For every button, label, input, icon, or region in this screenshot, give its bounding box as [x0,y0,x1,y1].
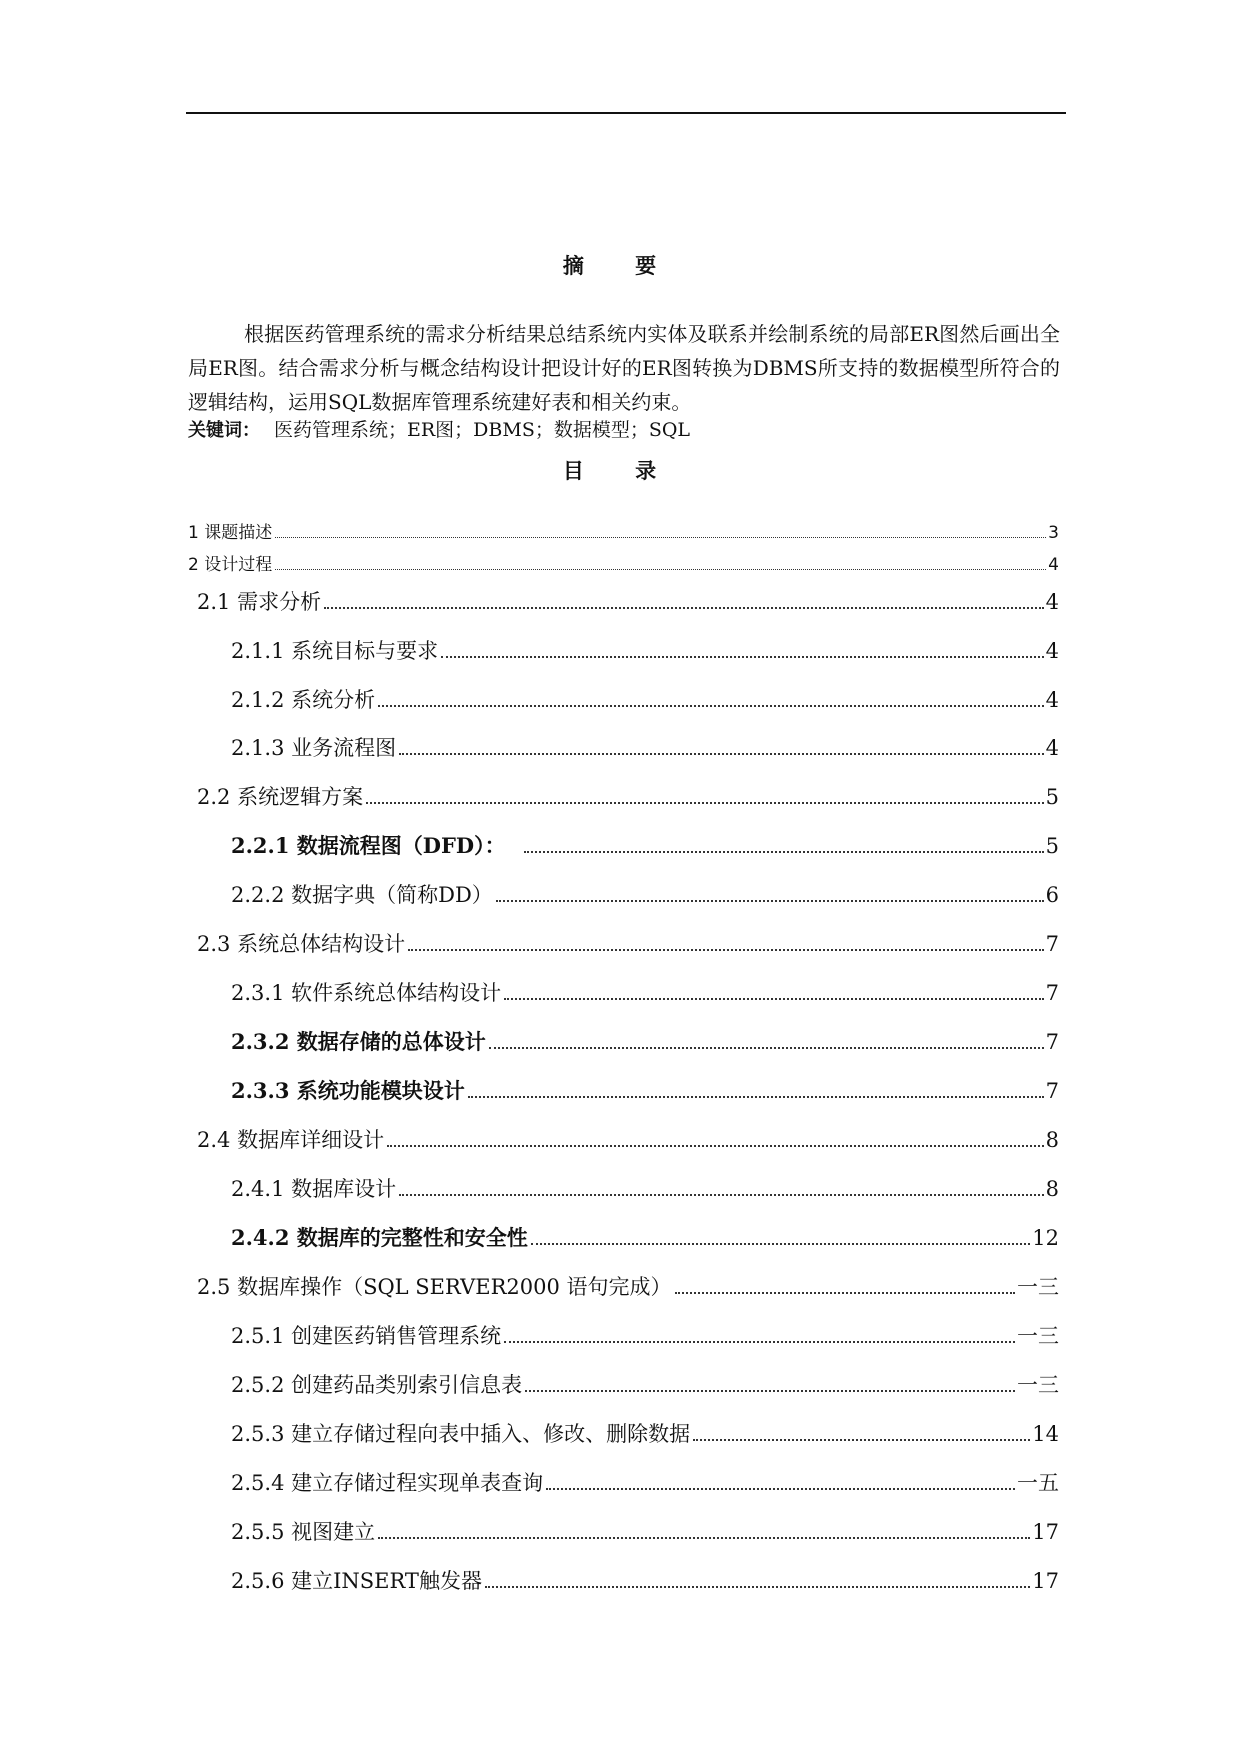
toc-entry[interactable] [231,1075,1059,1105]
toc-leader-dots [675,1292,1016,1294]
toc-leader-dots [693,1439,1030,1441]
toc-leader-dots [525,1390,1015,1392]
toc-leader-dots [275,569,1046,570]
toc-entry-label: 2.3.2 数据存储的总体设计 [231,1029,486,1054]
toc-entry-label: 2.2.2 数据字典（简称DD） [231,883,493,907]
toc-entry-page: 4 [1045,639,1059,663]
toc-entry-label: 2.2 系统逻辑方案 [197,785,364,809]
toc-entry-label: 2.4 数据库详细设计 [197,1128,385,1152]
toc-leader-dots [275,537,1046,538]
toc-entry[interactable] [231,1516,1059,1546]
toc-entry[interactable] [231,830,1059,860]
toc-leader-dots [496,900,1044,902]
toc-leader-dots [546,1488,1015,1490]
toc-entry[interactable] [188,518,1059,543]
abstract-body: 根据医药管理系统的需求分析结果总结系统内实体及联系并绘制系统的局部ER图然后画出全局ER图。结合需求分析与概念结构设计把设计好的ER图转换为DBMS所支持的数据模型所符合的逻辑结构，运用SQL数据库管理系统建好表和相关约束。 [188,322,1060,414]
toc-entry-label: 1 课题描述 [188,523,273,543]
toc-entry[interactable] [197,1271,1059,1301]
toc-entry-label: 2.1.2 系统分析 [231,688,376,712]
toc-entry[interactable] [231,1320,1059,1350]
toc-entry-page: 5 [1045,834,1059,858]
toc-leader-dots [524,851,1044,853]
toc-entry-page: 3 [1048,523,1059,543]
toc-entry-label: 2.5.6 建立INSERT触发器 [231,1569,482,1593]
toc-entry-label: 2.1.1 系统目标与要求 [231,639,439,663]
toc-entry-page: 7 [1045,932,1059,956]
toc-entry[interactable] [231,1467,1059,1497]
toc-leader-dots [408,949,1044,951]
toc-title: 目 录 [562,458,679,483]
abstract-title: 摘 要 [562,253,679,278]
toc-entry-page: 一三 [1017,1324,1059,1348]
toc-leader-dots [441,656,1044,658]
toc-leader-dots [504,998,1044,1000]
toc-entry-label: 2.5.4 建立存储过程实现单表查询 [231,1471,544,1495]
toc-entry-label: 2.5 数据库操作（SQL SERVER2000 语句完成） [197,1275,672,1299]
toc-entry[interactable] [231,977,1059,1007]
toc-entry[interactable] [231,1173,1059,1203]
toc-entry-page: 4 [1045,688,1059,712]
toc-entry-page: 4 [1048,555,1059,575]
toc-entry[interactable] [231,635,1059,665]
toc-entry[interactable] [231,1026,1059,1056]
toc-leader-dots [387,1145,1044,1147]
toc-entry-label: 2.4.1 数据库设计 [231,1177,397,1201]
toc-leader-dots [468,1096,1044,1098]
toc-entry[interactable] [231,684,1059,714]
toc-entry-page: 一五 [1017,1471,1059,1495]
toc-leader-dots [399,1194,1044,1196]
toc-leader-dots [366,802,1044,804]
toc-entry-label: 2.5.1 创建医药销售管理系统 [231,1324,502,1348]
toc-entry-page: 17 [1032,1520,1059,1544]
toc-leader-dots [399,753,1044,755]
toc-entry-label: 2.5.5 视图建立 [231,1520,376,1544]
toc-entry-page: 4 [1045,590,1059,614]
keywords-list: 医药管理系统；ER图；DBMS；数据模型；SQL [274,419,691,441]
keywords-line [188,415,690,446]
toc-entry[interactable] [197,1124,1059,1154]
toc-entry-page: 8 [1045,1177,1059,1201]
toc-entry-label: 2.5.3 建立存储过程向表中插入、修改、删除数据 [231,1422,691,1446]
toc-leader-dots [531,1243,1030,1245]
toc-entry-label: 2.2.1 数据流程图（DFD）： [231,833,506,858]
toc-entry-page: 8 [1045,1128,1059,1152]
toc-entry-page: 6 [1045,883,1059,907]
toc-entry-page: 一三 [1017,1373,1059,1397]
toc-entry-label: 2.5.2 创建药品类别索引信息表 [231,1373,523,1397]
toc-entry-label: 2 设计过程 [188,555,273,575]
toc-entry-page: 4 [1045,736,1059,760]
toc-entry-page: 7 [1045,1079,1059,1103]
toc-entry-label: 2.1.3 业务流程图 [231,736,397,760]
toc-entry[interactable] [231,732,1059,762]
toc-entry-label: 2.4.2 数据库的完整性和安全性 [231,1225,528,1250]
toc-entry[interactable] [231,879,1059,909]
toc-leader-dots [485,1586,1030,1588]
toc-entry-page: 5 [1045,785,1059,809]
toc-entry[interactable] [231,1369,1059,1399]
toc-entry-page: 12 [1032,1226,1059,1250]
toc-entry-page: 14 [1032,1422,1059,1446]
toc-entry[interactable] [197,928,1059,958]
toc-entry-label: 2.3.3 系统功能模块设计 [231,1078,465,1103]
toc-leader-dots [489,1047,1044,1049]
toc-leader-dots [504,1341,1015,1343]
toc-entry[interactable] [197,781,1059,811]
toc-entry[interactable] [231,1418,1059,1448]
toc-entry-page: 7 [1045,981,1059,1005]
toc-entry-label: 2.3.1 软件系统总体结构设计 [231,981,502,1005]
toc-entry-label: 2.1 需求分析 [197,590,322,614]
toc-leader-dots [324,607,1044,609]
toc-entry[interactable] [231,1565,1059,1595]
toc-entry-page: 一三 [1017,1275,1059,1299]
toc-entry[interactable] [197,586,1059,616]
header-rule [186,112,1066,114]
toc-entry[interactable] [188,550,1059,575]
toc-leader-dots [378,1537,1030,1539]
keywords-label: 关键词： [188,420,260,441]
toc-entry-label: 2.3 系统总体结构设计 [197,932,406,956]
toc-entry[interactable] [231,1222,1059,1252]
toc-entry-page: 7 [1045,1030,1059,1054]
toc-entry-page: 17 [1032,1569,1059,1593]
toc-leader-dots [378,705,1044,707]
